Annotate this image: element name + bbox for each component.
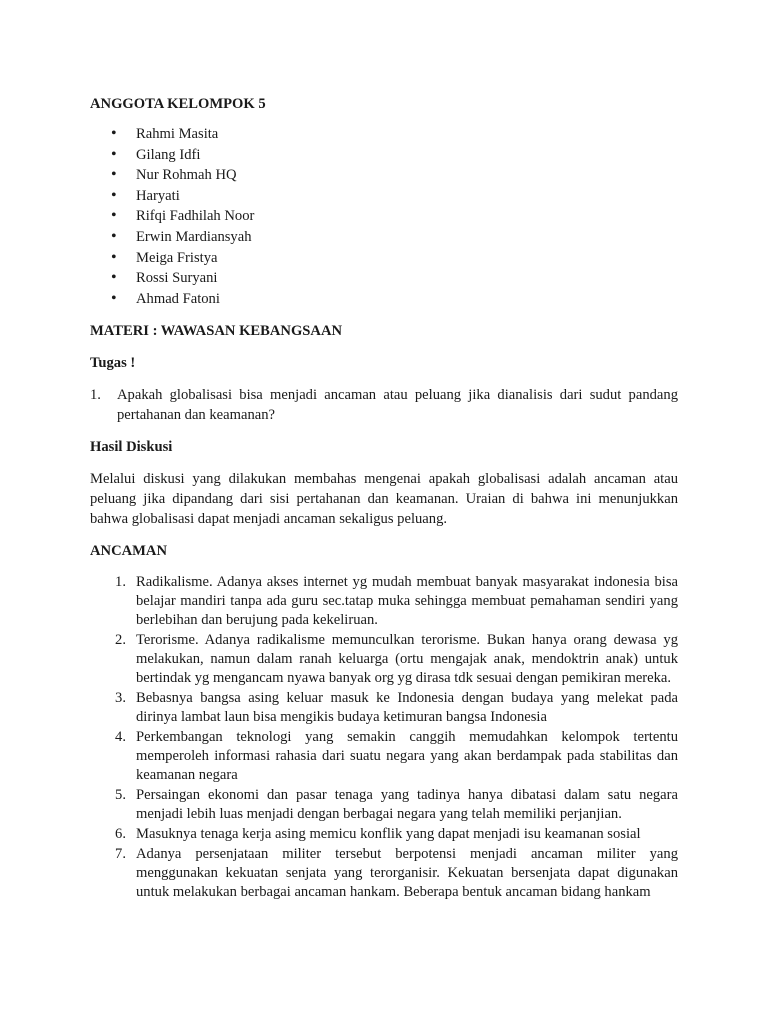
list-item: • Rahmi Masita <box>90 124 678 145</box>
item-number: 4. <box>115 729 126 746</box>
list-item <box>90 825 678 844</box>
list-item: • Rifqi Fadhilah Noor <box>90 206 678 227</box>
task-item <box>90 385 678 425</box>
item-text: Radikalisme. Adanya akses internet yg mudah membuat banyak masyarakat indonesia bisa belajar mandiri tanpa ada guru sec.tatap muka sehingga membuat pemahaman sendiri yang berlebihan dan berujung pada kekeliruan. <box>136 574 678 629</box>
item-text: Bebasnya bangsa asing keluar masuk ke Indonesia dengan budaya yang melekat pada dirinya lambat laun bisa mengikis budaya ketimuran bangsa Indonesia <box>136 690 678 726</box>
item-number: 1. <box>115 574 126 591</box>
task-text: Apakah globalisasi bisa menjadi ancaman atau peluang jika dianalisis dari sudut pandang pertahanan dan keamanan? <box>117 387 678 424</box>
member-list <box>90 124 678 309</box>
tugas-heading: Tugas ! <box>90 355 136 372</box>
list-item: • Erwin Mardiansyah <box>90 227 678 248</box>
list-item: • Meiga Fristya <box>90 248 678 269</box>
list-item: • Ahmad Fatoni <box>90 289 678 310</box>
list-item <box>90 689 678 727</box>
hasil-paragraph: Melalui diskusi yang dilakukan membahas mengenai apakah globalisasi adalah ancaman atau peluang jika dipandang dari sisi pertahanan dan keamanan. Uraian di bahwa ini menunjukkan bahwa globalisasi dapat menjadi ancaman sekaligus peluang. <box>90 471 678 528</box>
task-list <box>90 385 678 425</box>
list-item: • Rossi Suryani <box>90 268 678 289</box>
list-item <box>90 845 678 902</box>
materi-heading: MATERI : WAWASAN KEBANGSAAN <box>90 323 343 340</box>
document-content <box>90 94 678 903</box>
list-item <box>90 573 678 630</box>
group-title: ANGGOTA KELOMPOK 5 <box>90 96 266 112</box>
item-text: Perkembangan teknologi yang semakin canggih memudahkan kelompok tertentu memperoleh informasi rahasia dari suatu negara yang akan berdampak pada stabilitas dan keamanan negara <box>136 729 678 784</box>
list-item <box>90 786 678 824</box>
list-item: • Nur Rohmah HQ <box>90 165 678 186</box>
hasil-heading: Hasil Diskusi <box>90 439 173 456</box>
list-item <box>90 728 678 785</box>
item-text: Terorisme. Adanya radikalisme memunculkan terorisme. Bukan hanya orang dewasa yg melakukan, namun dalam ranah keluarga (ortu mengajak anak, mendoktrin anak) untuk bertindak yg mengancam nyawa banyak org yg dirasa tdk sesuai dengan pemikiran mereka. <box>136 632 678 687</box>
item-number: 7. <box>115 846 126 863</box>
item-text: Persaingan ekonomi dan pasar tenaga yang tadinya hanya dibatasi dalam satu negara menjadi lebih luas menjadi dengan berbagai negara yang telah memiliki perjanjian. <box>136 787 678 823</box>
item-number: 3. <box>115 690 126 707</box>
ancaman-heading: ANCAMAN <box>90 543 168 560</box>
list-item <box>90 631 678 688</box>
item-text: Masuknya tenaga kerja asing memicu konflik yang dapat menjadi isu keamanan sosial <box>136 826 641 843</box>
list-item: • Haryati <box>90 186 678 207</box>
item-number: 5. <box>115 787 126 804</box>
item-text: Adanya persenjataan militer tersebut berpotensi menjadi ancaman militer yang menggunakan kekuatan senjata yang terorganisir. Kekuatan bersenjata dapat digunakan untuk melakukan berbagai ancaman hankam. Beberapa bentuk ancaman bidang hankam <box>136 846 678 901</box>
task-number: 1. <box>90 387 101 404</box>
list-item: • Gilang Idfi <box>90 145 678 166</box>
item-number: 2. <box>115 632 126 649</box>
item-number: 6. <box>115 826 126 843</box>
threat-list <box>90 573 678 902</box>
